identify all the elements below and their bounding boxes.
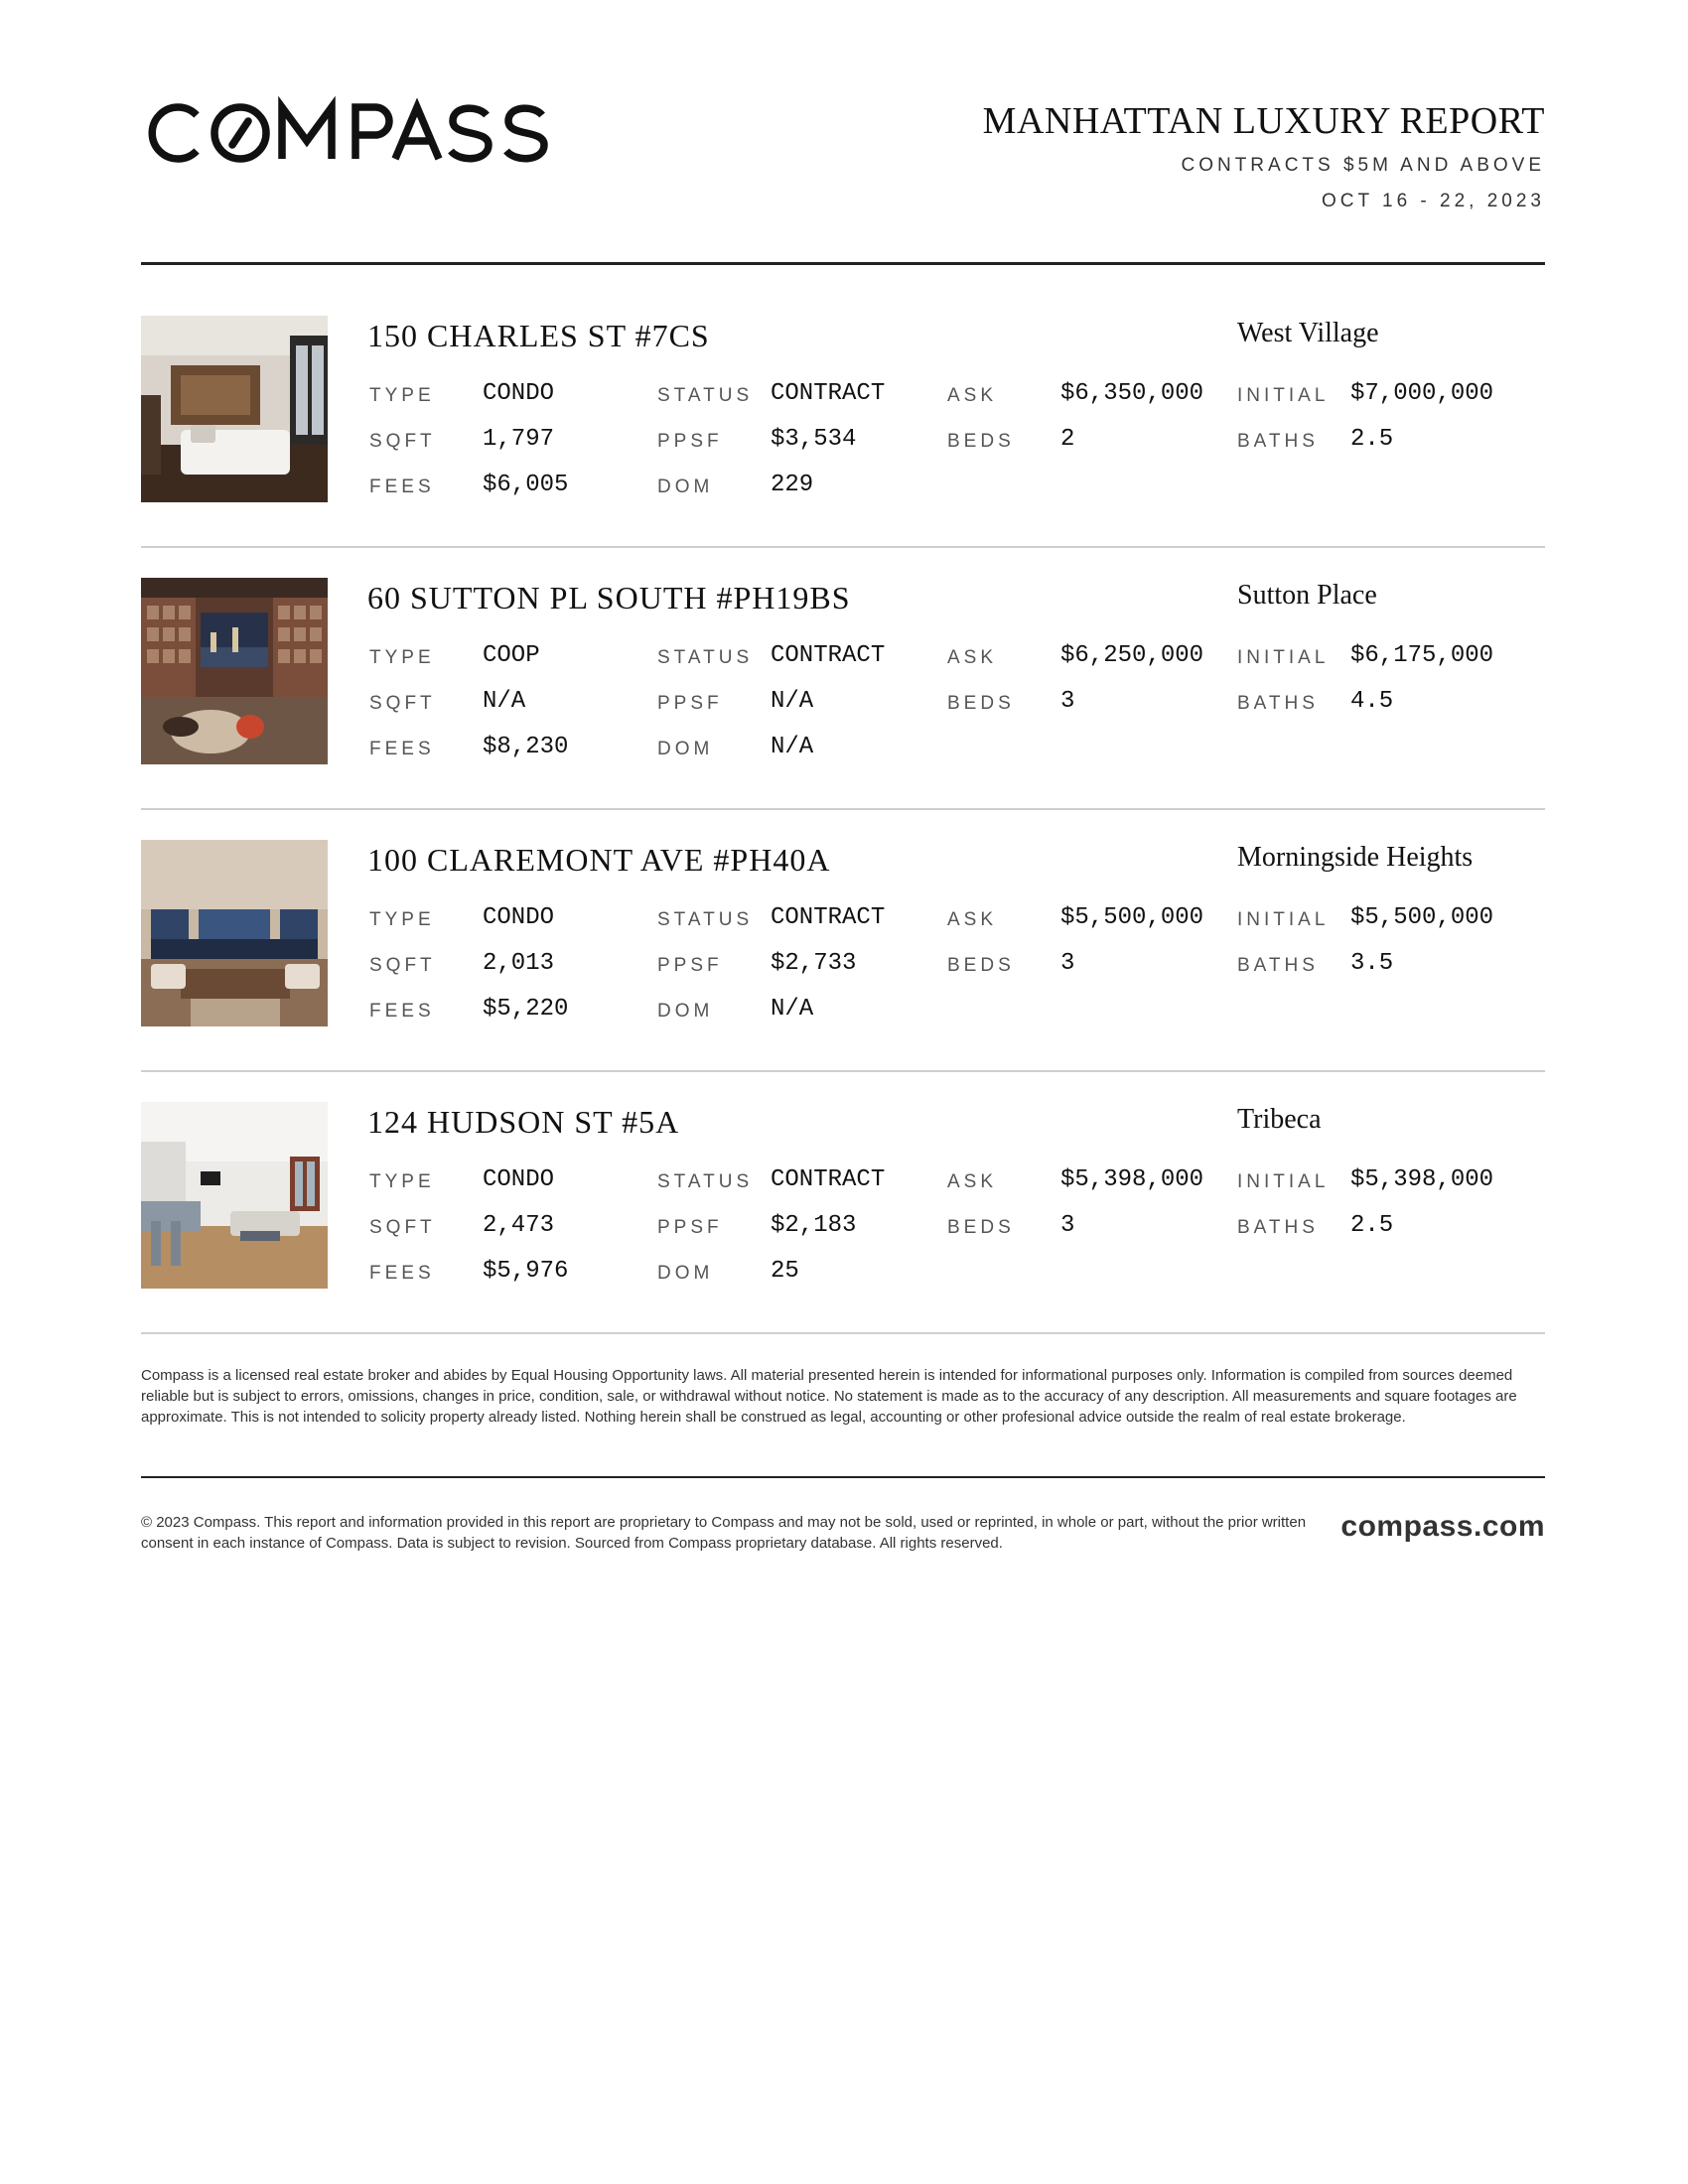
label-sqft: SQFT <box>369 431 436 452</box>
header-divider <box>141 262 1545 265</box>
value-ppsf: N/A <box>771 688 814 715</box>
listing-address: 60 SUTTON PL SOUTH #PH19BS <box>367 580 851 615</box>
value-baths: 3.5 <box>1350 950 1394 977</box>
label-ppsf: PPSF <box>657 693 723 714</box>
label-type: TYPE <box>369 1171 435 1192</box>
listing-card <box>141 840 1545 1102</box>
value-ppsf: $2,183 <box>771 1212 857 1239</box>
label-dom: DOM <box>657 1263 714 1284</box>
copyright-notice: © 2023 Compass. This report and information provided in this report are proprietary to Compass and may not be sold, used or reprinted, in whole or part, without the prior written consent in each instance of Compass. Data is subject to revision. Sourced from Compass proprietary database. All rights reserved. <box>141 1514 1307 1552</box>
value-type: CONDO <box>483 1166 555 1193</box>
value-ppsf: $2,733 <box>771 950 857 977</box>
label-initial: INITIAL <box>1237 1171 1330 1192</box>
label-baths: BATHS <box>1237 1217 1319 1238</box>
label-beds: BEDS <box>947 431 1015 452</box>
listing-photo <box>141 1102 328 1289</box>
label-status: STATUS <box>657 385 754 406</box>
label-dom: DOM <box>657 739 714 759</box>
label-fees: FEES <box>369 1001 435 1022</box>
listing-address: 150 CHARLES ST #7CS <box>367 318 710 353</box>
value-status: CONTRACT <box>771 1166 886 1193</box>
value-fees: $5,976 <box>483 1258 569 1285</box>
value-type: COOP <box>483 642 540 669</box>
value-initial: $5,398,000 <box>1350 1166 1494 1193</box>
value-ask: $5,398,000 <box>1060 1166 1204 1193</box>
label-initial: INITIAL <box>1237 647 1330 668</box>
label-dom: DOM <box>657 1001 714 1022</box>
value-beds: 3 <box>1060 950 1075 977</box>
value-initial: $7,000,000 <box>1350 380 1494 407</box>
report-date-range: OCT 16 - 22, 2023 <box>1321 191 1545 211</box>
label-type: TYPE <box>369 647 435 668</box>
label-initial: INITIAL <box>1237 909 1330 930</box>
value-fees: $6,005 <box>483 472 569 498</box>
value-fees: $5,220 <box>483 996 569 1023</box>
label-status: STATUS <box>657 647 754 668</box>
compass-logo-mark <box>145 95 568 171</box>
value-beds: 3 <box>1060 1212 1075 1239</box>
value-sqft: N/A <box>483 688 526 715</box>
value-dom: N/A <box>771 734 814 760</box>
compass-logo <box>145 95 568 171</box>
listing-card <box>141 578 1545 840</box>
label-status: STATUS <box>657 909 754 930</box>
value-baths: 2.5 <box>1350 1212 1394 1239</box>
legal-disclaimer: Compass is a licensed real estate broker and abides by Equal Housing Opportunity laws. All material presented herein is intended for informational purposes only. Information is compiled from sources deemed reliable but is subject to errors, omissions, changes in price, condition, sale, or withdrawal without notice. No statement is made as to the accuracy of any description. All measurements and square footages are approximate. This is not intended to solicity property already listed. Nothing herein shall be construed as legal, accounting or other profesional advice outside the realm of real estate brokerage. <box>141 1367 1517 1426</box>
label-fees: FEES <box>369 477 435 497</box>
value-status: CONTRACT <box>771 642 886 669</box>
value-ask: $6,250,000 <box>1060 642 1204 669</box>
value-initial: $5,500,000 <box>1350 904 1494 931</box>
value-ask: $5,500,000 <box>1060 904 1204 931</box>
listing-card <box>141 316 1545 578</box>
report-subtitle: CONTRACTS $5M AND ABOVE <box>1181 155 1545 176</box>
label-sqft: SQFT <box>369 1217 436 1238</box>
website-link[interactable]: compass.com <box>1340 1510 1545 1543</box>
label-sqft: SQFT <box>369 955 436 976</box>
value-beds: 3 <box>1060 688 1075 715</box>
value-baths: 4.5 <box>1350 688 1394 715</box>
value-type: CONDO <box>483 904 555 931</box>
label-beds: BEDS <box>947 693 1015 714</box>
label-ask: ASK <box>947 647 998 668</box>
listing-divider <box>141 1070 1545 1072</box>
value-ask: $6,350,000 <box>1060 380 1204 407</box>
label-ask: ASK <box>947 385 998 406</box>
label-fees: FEES <box>369 739 435 759</box>
value-sqft: 2,473 <box>483 1212 555 1239</box>
value-fees: $8,230 <box>483 734 569 760</box>
listing-neighborhood: Tribeca <box>1237 1104 1322 1135</box>
value-sqft: 2,013 <box>483 950 555 977</box>
label-dom: DOM <box>657 477 714 497</box>
label-sqft: SQFT <box>369 693 436 714</box>
label-baths: BATHS <box>1237 431 1319 452</box>
listing-photo <box>141 840 328 1026</box>
listing-address: 100 CLAREMONT AVE #PH40A <box>367 842 831 878</box>
label-ppsf: PPSF <box>657 1217 723 1238</box>
report-title: MANHATTAN LUXURY REPORT <box>982 100 1545 142</box>
listing-address: 124 HUDSON ST #5A <box>367 1104 680 1140</box>
listing-divider <box>141 1332 1545 1334</box>
value-status: CONTRACT <box>771 904 886 931</box>
listing-neighborhood: West Village <box>1237 318 1379 348</box>
label-status: STATUS <box>657 1171 754 1192</box>
value-dom: 25 <box>771 1258 799 1285</box>
value-type: CONDO <box>483 380 555 407</box>
label-type: TYPE <box>369 385 435 406</box>
label-ask: ASK <box>947 1171 998 1192</box>
value-beds: 2 <box>1060 426 1075 453</box>
footer-divider <box>141 1476 1545 1478</box>
report-header <box>141 95 1545 264</box>
label-ppsf: PPSF <box>657 431 723 452</box>
value-dom: 229 <box>771 472 814 498</box>
label-ask: ASK <box>947 909 998 930</box>
listing-divider <box>141 546 1545 548</box>
label-baths: BATHS <box>1237 693 1319 714</box>
value-sqft: 1,797 <box>483 426 555 453</box>
listing-neighborhood: Sutton Place <box>1237 580 1377 611</box>
listing-photo <box>141 316 328 502</box>
label-beds: BEDS <box>947 1217 1015 1238</box>
listing-divider <box>141 808 1545 810</box>
label-type: TYPE <box>369 909 435 930</box>
value-status: CONTRACT <box>771 380 886 407</box>
label-initial: INITIAL <box>1237 385 1330 406</box>
label-baths: BATHS <box>1237 955 1319 976</box>
label-ppsf: PPSF <box>657 955 723 976</box>
value-ppsf: $3,534 <box>771 426 857 453</box>
listing-card <box>141 1102 1545 1364</box>
label-beds: BEDS <box>947 955 1015 976</box>
listing-photo <box>141 578 328 764</box>
label-fees: FEES <box>369 1263 435 1284</box>
value-dom: N/A <box>771 996 814 1023</box>
value-initial: $6,175,000 <box>1350 642 1494 669</box>
listing-neighborhood: Morningside Heights <box>1237 842 1474 873</box>
value-baths: 2.5 <box>1350 426 1394 453</box>
